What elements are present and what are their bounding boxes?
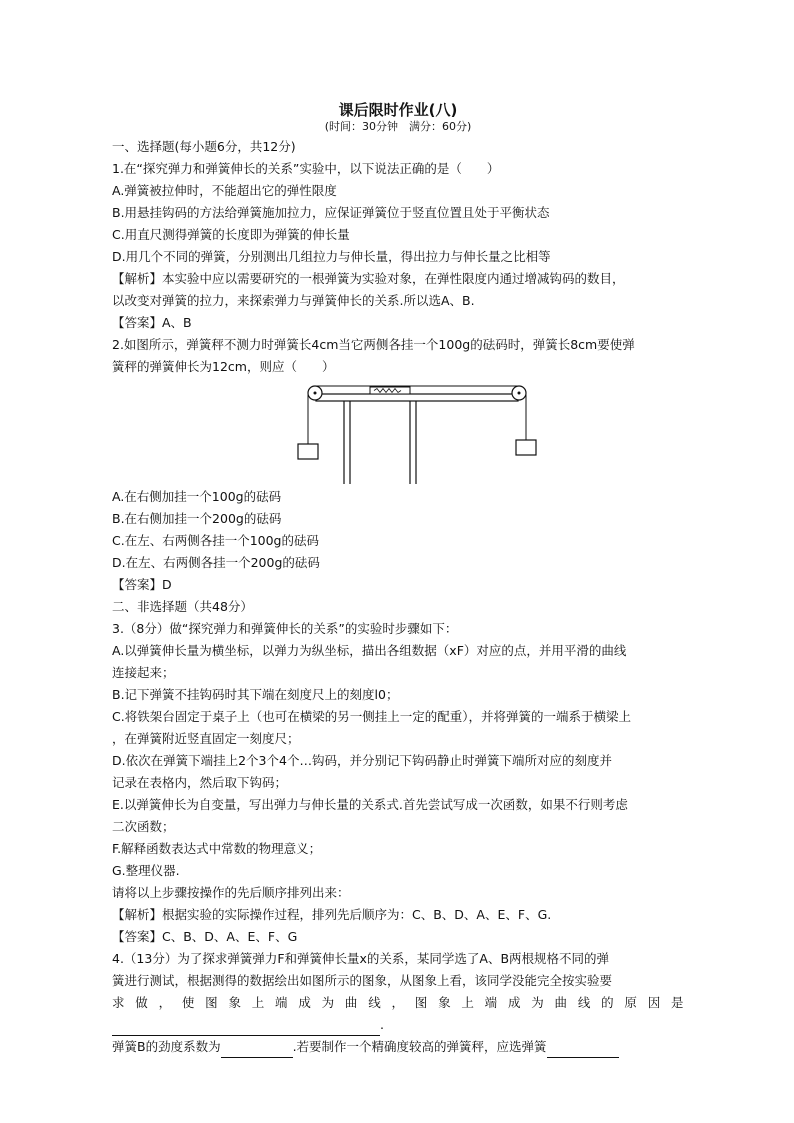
table-top	[316, 394, 518, 401]
weight-right	[516, 440, 536, 455]
question-3-step-e-cont: 二次函数；	[112, 819, 175, 834]
question-3-step-d-cont: 记录在表格内，然后取下钩码；	[112, 775, 288, 790]
question-4-stiffness-text: 弹簧B的劲度系数为	[112, 1039, 221, 1054]
question-3-step-e: E.以弹簧伸长为自变量，写出弹力与伸长量的关系式.首先尝试写成一次函数，如果不行则考虑	[112, 797, 628, 812]
answer-blank-stiffness[interactable]	[221, 1043, 293, 1058]
worksheet-page	[112, 100, 684, 1058]
answer-blank-spring-choice[interactable]	[547, 1043, 619, 1058]
question-1-analysis: 【解析】本实验中应以需要研究的一根弹簧为实验对象，在弹性限度内通过增减钩码的数目，	[112, 271, 625, 286]
question-1-analysis-cont: 以改变对弹簧的拉力，来探索弹力与弹簧伸长的关系.所以选A、B.	[112, 293, 475, 308]
question-1-option-c: C.用直尺测得弹簧的长度即为弹簧的伸长量	[112, 227, 350, 242]
question-2-answer: 【答案】D	[112, 577, 172, 592]
question-2-option-d: D.在左、右两侧各挂一个200g的砝码	[112, 555, 320, 570]
question-3-answer: 【答案】C、B、D、A、E、F、G	[112, 929, 298, 944]
weight-left	[298, 444, 318, 459]
question-1-stem: 1.在“探究弹力和弹簧伸长的关系”实验中，以下说法正确的是（ ）	[112, 161, 500, 176]
question-4-blank-line	[112, 1014, 684, 1036]
question-2-stem-cont: 簧秤的弹簧伸长为12cm，则应（ ）	[112, 359, 335, 374]
question-3-stem: 3.（8分）做“探究弹力和弹簧伸长的关系”的实验时步骤如下：	[112, 621, 458, 636]
question-2-option-c: C.在左、右两侧各挂一个100g的砝码	[112, 533, 319, 548]
question-1-option-a: A.弹簧被拉伸时，不能超出它的弹性限度	[112, 183, 337, 198]
question-4-stem-cont-3	[112, 1036, 684, 1058]
question-3-prompt: 请将以上步骤按操作的先后顺序排列出来：	[112, 885, 350, 900]
question-3-step-f: F.解释函数表达式中常数的物理意义；	[112, 841, 322, 856]
page-subtitle: (时间：30分钟 满分：60分)	[324, 120, 472, 133]
question-4-stem: 4.（13分）为了探求弹簧弹力F和弹簧伸长量x的关系，某同学选了A、B两根规格不同的弹	[112, 951, 610, 966]
question-4-choice-text: .若要制作一个精确度较高的弹簧秤，应选弹簧	[292, 1039, 547, 1054]
question-3-step-b: B.记下弹簧不挂钩码时其下端在刻度尺上的刻度l0；	[112, 687, 399, 702]
question-1-option-b: B.用悬挂钩码的方法给弹簧施加拉力，应保证弹簧位于竖直位置且处于平衡状态	[112, 205, 550, 220]
question-3-step-g: G.整理仪器.	[112, 863, 180, 878]
question-3-analysis: 【解析】根据实验的实际操作过程，排列先后顺序为：C、B、D、A、E、F、G.	[112, 907, 552, 922]
question-4-stem-cont-2: 求做，使图象上端成为曲线，图象上端成为曲线的原因是	[112, 995, 684, 1010]
question-2-option-b: B.在右侧加挂一个200g的砝码	[112, 511, 282, 526]
page-title: 课后限时作业(八)	[338, 101, 458, 119]
question-2-stem: 2.如图所示，弹簧秤不测力时弹簧长4cm当它两侧各挂一个100g的砝码时，弹簧长8cm要使弹	[112, 337, 635, 352]
answer-blank-reason[interactable]	[112, 1021, 380, 1036]
pulley-left-axle	[314, 392, 317, 395]
question-3-step-c-cont: ，在弹簧附近竖直固定一刻度尺；	[112, 731, 300, 746]
question-2-option-a: A.在右侧加挂一个100g的砝码	[112, 489, 282, 504]
question-1-option-d: D.用几个不同的弹簧，分别测出几组拉力与伸长量，得出拉力与伸长量之比相等	[112, 249, 551, 264]
blank-period: .	[380, 1017, 384, 1032]
question-1-answer: 【答案】A、B	[112, 315, 192, 330]
spring-scale-diagram	[112, 384, 684, 484]
section-heading-choice: 一、选择题(每小题6分，共12分)	[112, 139, 296, 154]
question-3-step-a-cont: 连接起来；	[112, 665, 175, 680]
question-3-step-c: C.将铁架台固定于桌子上（也可在横梁的另一侧挂上一定的配重），并将弹簧的一端系于横梁上	[112, 709, 631, 724]
spring-scale-figure	[112, 384, 684, 484]
section-heading-nonchoice: 二、非选择题（共48分）	[112, 599, 253, 614]
question-4-stem-cont: 簧进行测试，根据测得的数据绘出如图所示的图象，从图象上看，该同学没能完全按实验要	[112, 973, 613, 988]
pulley-right-axle	[518, 392, 521, 395]
question-3-step-d: D.依次在弹簧下端挂上2个3个4个…钩码，并分别记下钩码静止时弹簧下端所对应的刻度并	[112, 753, 612, 768]
question-3-step-a: A.以弹簧伸长量为横坐标，以弹力为纵坐标，描出各组数据（xF）对应的点，并用平滑的曲线	[112, 643, 627, 658]
